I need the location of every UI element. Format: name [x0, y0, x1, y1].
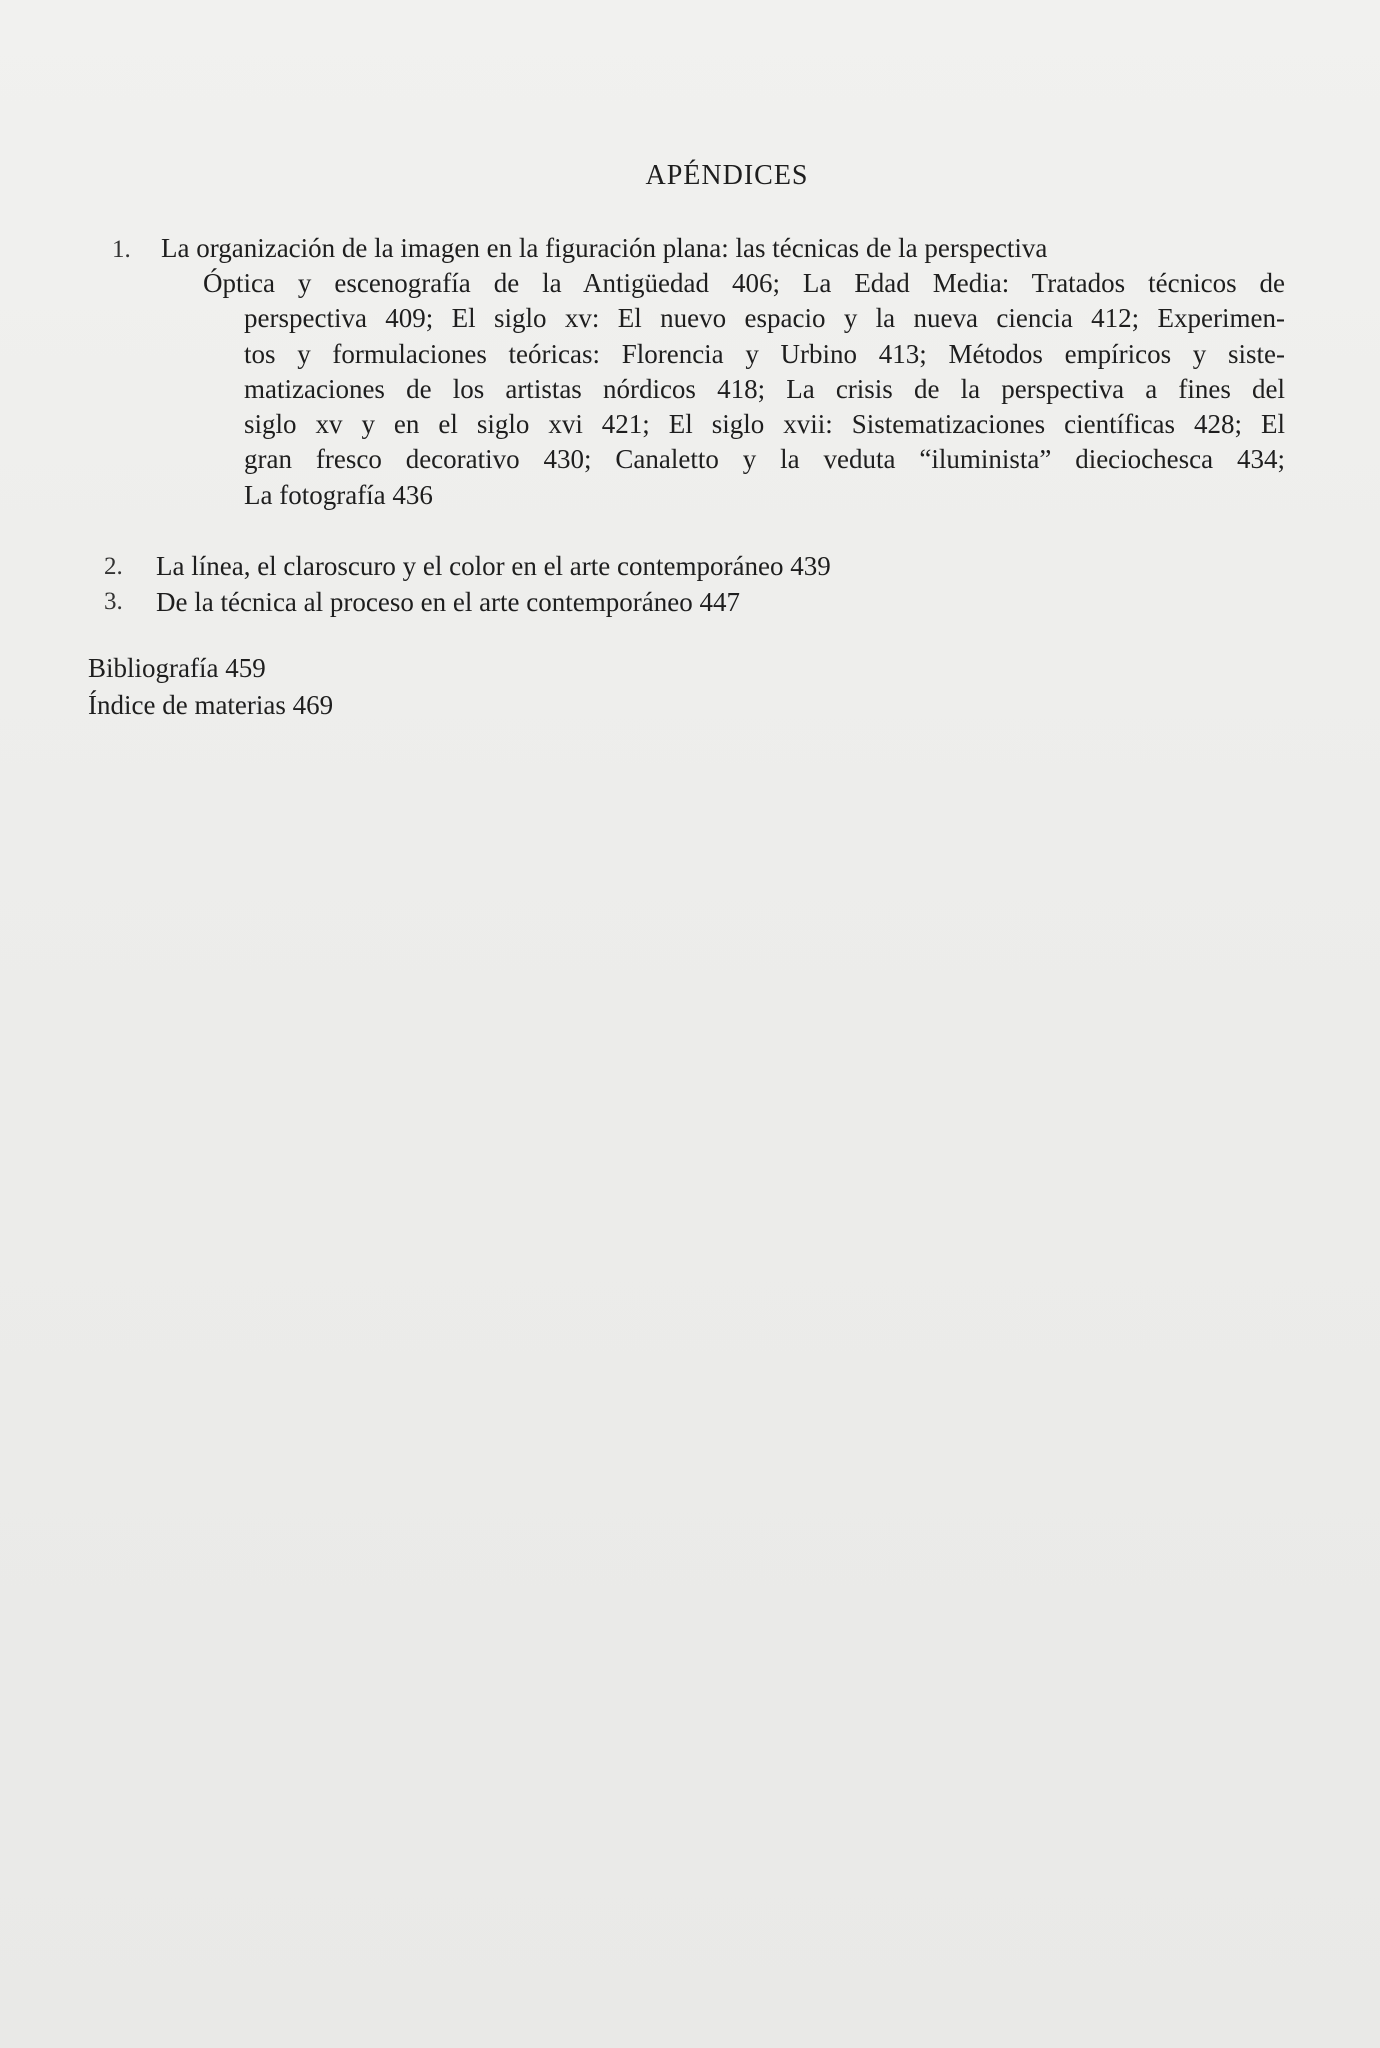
subject-index-entry: Índice de materias 469	[88, 690, 334, 720]
appendix-1-number: 1.	[112, 236, 131, 263]
bibliography-entry: Bibliografía 459	[88, 653, 266, 683]
appendix-1-line: siglo xv y en el siglo xvi 421; El siglo xvii: Sistematizaciones científicas 428; El	[244, 409, 1285, 440]
appendix-1-line: tos y formulaciones teóricas: Florencia y Urbino 413; Métodos empíricos y siste-	[244, 338, 1285, 369]
appendix-1-line: La fotografía 436	[244, 479, 433, 510]
appendix-1-heading: La organización de la imagen en la figuración plana: las técnicas de la perspectiva	[161, 233, 1048, 263]
appendix-2-number: 2.	[104, 553, 123, 580]
appendix-1-line: Óptica y escenografía de la Antigüedad 406; La Edad Media: Tratados técnicos de	[203, 268, 1285, 298]
appendix-3-heading: De la técnica al proceso en el arte contemporáneo 447	[156, 587, 740, 617]
appendix-2-heading: La línea, el claroscuro y el color en el arte contemporáneo 439	[156, 551, 831, 581]
appendix-1-line: gran fresco decorativo 430; Canaletto y la veduta “iluminista” dieciochesca 434;	[244, 444, 1285, 475]
appendix-3-number: 3.	[104, 588, 123, 615]
page-title: APÉNDICES	[645, 160, 809, 191]
appendix-1-line: perspectiva 409; El siglo xv: El nuevo espacio y la nueva ciencia 412; Experimen-	[244, 303, 1285, 334]
appendix-1-contents	[203, 266, 1285, 513]
appendix-1-line: matizaciones de los artistas nórdicos 418; La crisis de la perspectiva a fines del	[244, 373, 1285, 404]
